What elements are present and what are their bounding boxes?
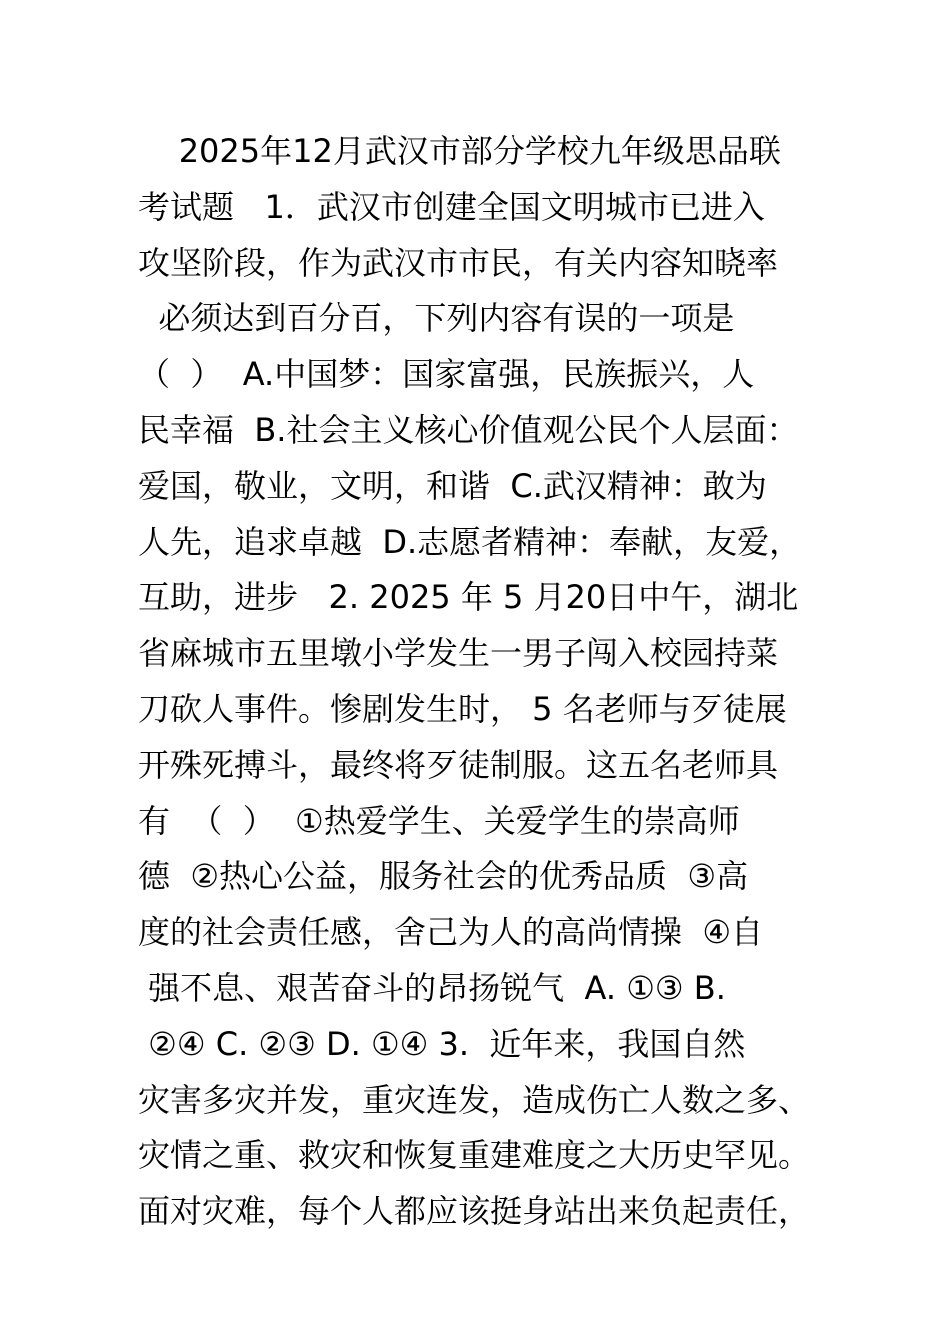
text-line: 灾害多灾并发，重灾连发，造成伤亡人数之多、 (138, 1080, 811, 1119)
text-line: 度的社会责任感，舍己为人的高尚情操 ④自 (138, 913, 764, 952)
document-body (138, 124, 850, 1240)
text-line: 考试题 1．武汉市创建全国文明城市已进入 (138, 187, 765, 226)
text-line: 必须达到百分百，下列内容有误的一项是 (138, 299, 735, 338)
text-line: （ ） A.中国梦：国家富强，民族振兴，人 (138, 355, 755, 394)
text-line: 民幸福 B.社会主义核心价值观公民个人层面： (138, 410, 799, 449)
text-line: 面对灾难，每个人都应该挺身站出来负起责任， (138, 1192, 811, 1231)
text-line: 人先，追求卓越 D.志愿者精神：奉献，友爱， (138, 522, 802, 561)
text-line: 攻坚阶段，作为武汉市市民，有关内容知晓率 (138, 243, 779, 282)
text-line: ②④ C. ②③ D. ①④ 3. 近年来，我国自然 (138, 1024, 746, 1063)
text-line: 开殊死搏斗，最终将歹徒制服。这五名老师具 (138, 745, 779, 784)
text-line: 强不息、艰苦奋斗的昂扬锐气 A. ①③ B. (138, 968, 726, 1007)
text-line: 省麻城市五里墩小学发生一男子闯入校园持菜 (138, 634, 779, 673)
text-line: 有 （ ） ①热爱学生、关爱学生的崇高师 (138, 801, 740, 840)
text-line: 2025年12月武汉市部分学校九年级思品联 (138, 132, 781, 170)
text-line: 德 ②热心公益，服务社会的优秀品质 ③高 (138, 857, 749, 896)
text-line: 互助，进步 2. 2025 年 5 月20日中午，湖北 (138, 578, 799, 617)
text-line: 刀砍人事件。惨剧发生时， 5 名老师与歹徒展 (138, 689, 787, 728)
text-line: 灾情之重、救灾和恢复重建难度之大历史罕见。 (138, 1136, 811, 1175)
text-line: 爱国，敬业，文明，和谐 C.武汉精神：敢为 (138, 466, 767, 505)
